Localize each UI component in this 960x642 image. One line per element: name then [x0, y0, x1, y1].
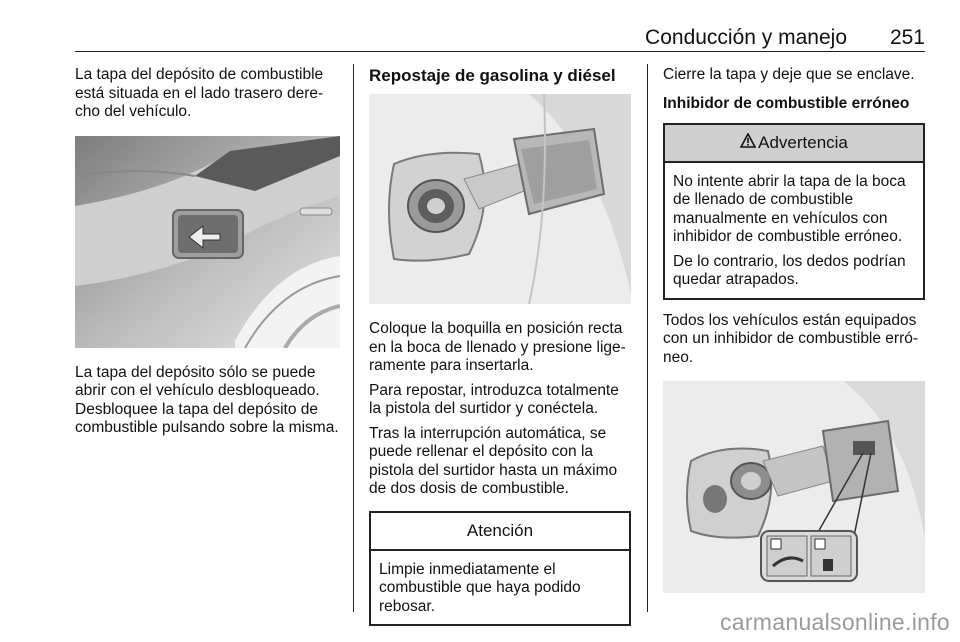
- paragraph: Todos los vehículos están equipados con un inhibidor de combustible erró‐ neo.: [663, 311, 919, 366]
- watermark: carmanualsonline.info: [719, 609, 950, 635]
- fuel-filler-image: [369, 94, 631, 304]
- warning-text: No intente abrir la tapa de la boca de llenado de combustible manualmente en vehículos con inhibidor de combustible erróneo.: [673, 172, 906, 245]
- column-1: [75, 66, 340, 444]
- warning-box: [663, 123, 925, 300]
- header-rule: [75, 51, 925, 52]
- paragraph: Cierre la tapa y deje que se enclave.: [663, 66, 915, 83]
- notice-box: [369, 511, 631, 627]
- paragraph: Para repostar, introduzca totalmente la pistola del surtidor y conéctela.: [369, 381, 619, 417]
- paragraph: Coloque la boquilla en posición recta en la boca de llenado y presione lige‐ ramente para insertarla.: [369, 320, 626, 374]
- warning-text: De lo contrario, los dedos podrían quedar atrapados.: [673, 252, 906, 288]
- notice-text: Limpie inmediatamente el combustible que haya podido rebosar.: [379, 560, 581, 615]
- misfuel-inhibitor-illustration: [663, 381, 925, 593]
- fuel-door-car-illustration: [75, 136, 340, 348]
- car-rear-side-image: [75, 136, 340, 348]
- fuel-filler-open-illustration: [369, 94, 631, 304]
- section-title: Conducción y manejo: [645, 26, 847, 49]
- paragraph: La tapa del depósito de combustible está situada en el lado trasero dere‐ cho del vehículo.: [75, 66, 324, 120]
- column-3: [663, 66, 925, 593]
- column-2: [369, 66, 631, 626]
- column-divider: [353, 64, 354, 612]
- paragraph: Tras la interrupción automática, se puede rellenar el depósito con la pistola del surtidor hasta un máximo de dos dosis de combustible.: [369, 424, 618, 497]
- page-number: 251: [889, 26, 925, 49]
- section-heading: Repostaje de gasolina y diésel: [369, 66, 616, 85]
- paragraph: La tapa del depósito sólo se puede abrir con el vehículo desbloqueado. Desbloquee la tapa del depósito de combustible pulsando sobre la misma.: [75, 363, 339, 436]
- warning-header: [665, 125, 923, 163]
- misfuel-inhibitor-image: [663, 381, 925, 593]
- column-divider: [647, 64, 648, 612]
- subsection-heading: Inhibidor de combustible erróneo: [663, 94, 910, 112]
- warning-title: Advertencia: [758, 132, 848, 152]
- warning-triangle-icon: [740, 133, 756, 153]
- notice-title: Atención: [371, 513, 629, 551]
- page-header: [75, 26, 925, 52]
